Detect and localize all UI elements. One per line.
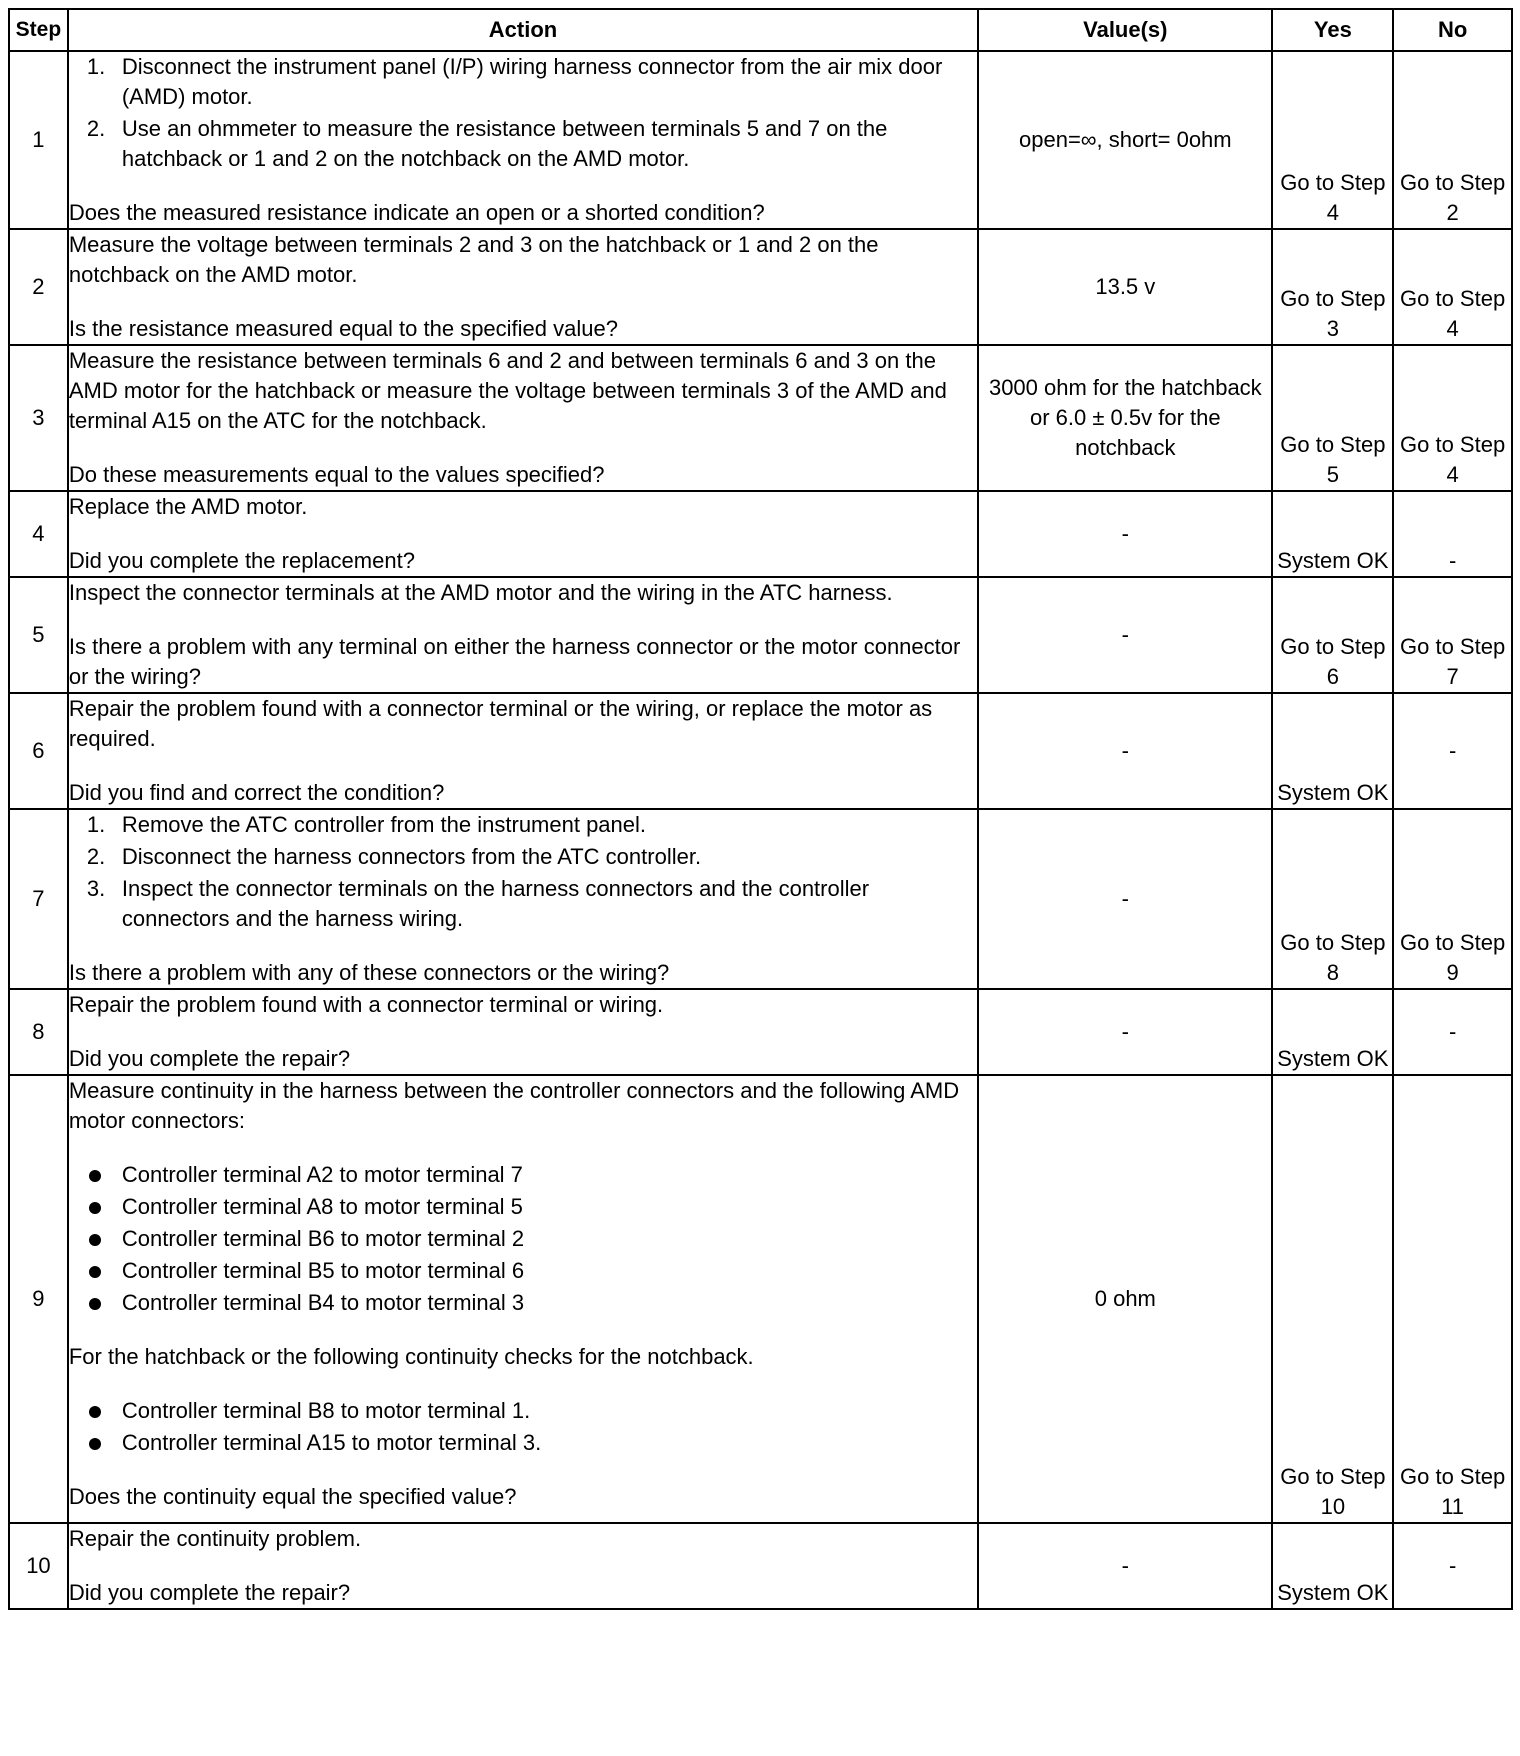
list-item [69,1192,977,1222]
table-row-step-9 [9,1075,1512,1523]
value-cell: - [978,693,1272,809]
bullet-icon [89,1170,101,1182]
paragraph-text: For the hatchback or the following continuity checks for the notchback. [68,1344,754,1369]
column-header-no: No [1393,9,1512,51]
item-number: 1. [86,54,106,79]
step-number: 8 [9,989,68,1075]
question-text: Does the continuity equal the specified value? [68,1484,517,1509]
table-row-step-10 [9,1523,1512,1609]
value-cell: - [978,577,1272,693]
list-item [69,874,977,934]
bullet-list [69,1396,977,1458]
item-text: Controller terminal B4 to motor terminal 3 [121,1290,525,1315]
value-cell: 3000 ohm for the hatchback or 6.0 ± 0.5v for the notchback [978,345,1272,491]
question-text: Does the measured resistance indicate an open or a shorted condition? [68,200,765,225]
step-number: 5 [9,577,68,693]
item-number: 1. [86,812,106,837]
table-row-step-3 [9,345,1512,491]
action-cell [68,51,978,229]
diagnostic-table [8,8,1513,1610]
column-header-values: Value(s) [978,9,1272,51]
no-cell: Go to Step 2 [1393,51,1512,229]
item-text: Remove the ATC controller from the instrument panel. [121,812,647,837]
value-cell: - [978,989,1272,1075]
list-item [69,1256,977,1286]
value-cell: - [978,809,1272,989]
step-number: 9 [9,1075,68,1523]
diagnostic-table-container [8,8,1513,1610]
column-header-step: Step [9,9,68,51]
numbered-list [69,52,977,174]
item-text: Controller terminal A2 to motor terminal 7 [121,1162,523,1187]
item-text: Disconnect the harness connectors from the ATC controller. [121,844,702,869]
table-row-step-4 [9,491,1512,577]
bullet-icon [89,1202,101,1214]
value-cell: 0 ohm [978,1075,1272,1523]
question-text: Did you complete the replacement? [68,548,415,573]
instruction-text: Repair the continuity problem. [68,1526,362,1551]
no-cell: Go to Step 4 [1393,345,1512,491]
instruction-text: Replace the AMD motor. [68,494,308,519]
action-cell [68,989,978,1075]
instruction-text: Measure the voltage between terminals 2 and 3 on the hatchback or 1 and 2 on the notchback on the AMD motor. [68,232,879,287]
step-number: 3 [9,345,68,491]
item-text: Disconnect the instrument panel (I/P) wiring harness connector from the air mix door (AMD) motor. [121,54,943,109]
bullet-icon [89,1438,101,1450]
table-row-step-1 [9,51,1512,229]
no-cell: - [1393,693,1512,809]
yes-cell: System OK [1272,989,1393,1075]
yes-cell: Go to Step 4 [1272,51,1393,229]
item-text: Controller terminal A15 to motor terminal 3. [121,1430,542,1455]
item-text: Use an ohmmeter to measure the resistance between terminals 5 and 7 on the hatchback or 1 and 2 on the notchback on the AMD motor. [121,116,888,171]
no-cell: - [1393,1523,1512,1609]
question-text: Did you complete the repair? [68,1046,351,1071]
list-item [69,842,977,872]
item-text: Controller terminal B6 to motor terminal 2 [121,1226,525,1251]
yes-cell: Go to Step 6 [1272,577,1393,693]
table-row-step-7 [9,809,1512,989]
action-cell [68,491,978,577]
step-number: 2 [9,229,68,345]
action-cell [68,345,978,491]
value-cell: - [978,491,1272,577]
item-number: 3. [86,876,106,901]
yes-cell: System OK [1272,1523,1393,1609]
list-item [69,114,977,174]
no-cell: Go to Step 4 [1393,229,1512,345]
instruction-text: Repair the problem found with a connector terminal or the wiring, or replace the motor as required. [68,696,933,751]
bullet-icon [89,1406,101,1418]
instruction-text: Measure continuity in the harness between the controller connectors and the following AMD motor connectors: [68,1078,960,1133]
no-cell: Go to Step 11 [1393,1075,1512,1523]
question-text: Did you complete the repair? [68,1580,351,1605]
no-cell: - [1393,989,1512,1075]
yes-cell: System OK [1272,491,1393,577]
item-text: Inspect the connector terminals on the harness connectors and the controller connectors and the harness wiring. [121,876,870,931]
action-cell [68,229,978,345]
no-cell: Go to Step 9 [1393,809,1512,989]
step-number: 1 [9,51,68,229]
yes-cell: Go to Step 3 [1272,229,1393,345]
action-cell [68,809,978,989]
step-number: 6 [9,693,68,809]
action-cell [68,1075,978,1523]
column-header-action: Action [68,9,978,51]
action-cell [68,577,978,693]
item-text: Controller terminal B8 to motor terminal 1. [121,1398,531,1423]
list-item [69,1428,977,1458]
list-item [69,1160,977,1190]
question-text: Is there a problem with any terminal on either the harness connector or the motor connector or the wiring? [68,634,961,689]
question-text: Is there a problem with any of these connectors or the wiring? [68,960,670,985]
action-cell [68,1523,978,1609]
question-text: Did you find and correct the condition? [68,780,445,805]
yes-cell: System OK [1272,693,1393,809]
step-number: 10 [9,1523,68,1609]
yes-cell: Go to Step 10 [1272,1075,1393,1523]
list-item [69,52,977,112]
action-cell [68,693,978,809]
instruction-text: Inspect the connector terminals at the AMD motor and the wiring in the ATC harness. [68,580,893,605]
instruction-text: Repair the problem found with a connector terminal or wiring. [68,992,664,1017]
yes-cell: Go to Step 5 [1272,345,1393,491]
question-text: Is the resistance measured equal to the specified value? [68,316,618,341]
list-item [69,810,977,840]
step-number: 7 [9,809,68,989]
item-number: 2. [86,844,106,869]
yes-cell: Go to Step 8 [1272,809,1393,989]
step-number: 4 [9,491,68,577]
numbered-list [69,810,977,934]
list-item [69,1396,977,1426]
no-cell: - [1393,491,1512,577]
table-row-step-8 [9,989,1512,1075]
item-number: 2. [86,116,106,141]
question-text: Do these measurements equal to the values specified? [68,462,605,487]
bullet-list [69,1160,977,1318]
bullet-icon [89,1234,101,1246]
no-cell: Go to Step 7 [1393,577,1512,693]
table-row-step-6 [9,693,1512,809]
item-text: Controller terminal B5 to motor terminal 6 [121,1258,525,1283]
column-header-yes: Yes [1272,9,1393,51]
table-row-step-5 [9,577,1512,693]
list-item [69,1224,977,1254]
list-item [69,1288,977,1318]
bullet-icon [89,1298,101,1310]
bullet-icon [89,1266,101,1278]
item-text: Controller terminal A8 to motor terminal 5 [121,1194,523,1219]
instruction-text: Measure the resistance between terminals 6 and 2 and between terminals 6 and 3 on the AMD motor for the hatchback or measure the voltage between terminals 3 of the AMD and terminal A15 on the ATC for the notchback. [68,348,947,433]
value-cell: - [978,1523,1272,1609]
value-cell: 13.5 v [978,229,1272,345]
table-row-step-2 [9,229,1512,345]
header-row [9,9,1512,51]
value-cell: open=∞, short= 0ohm [978,51,1272,229]
